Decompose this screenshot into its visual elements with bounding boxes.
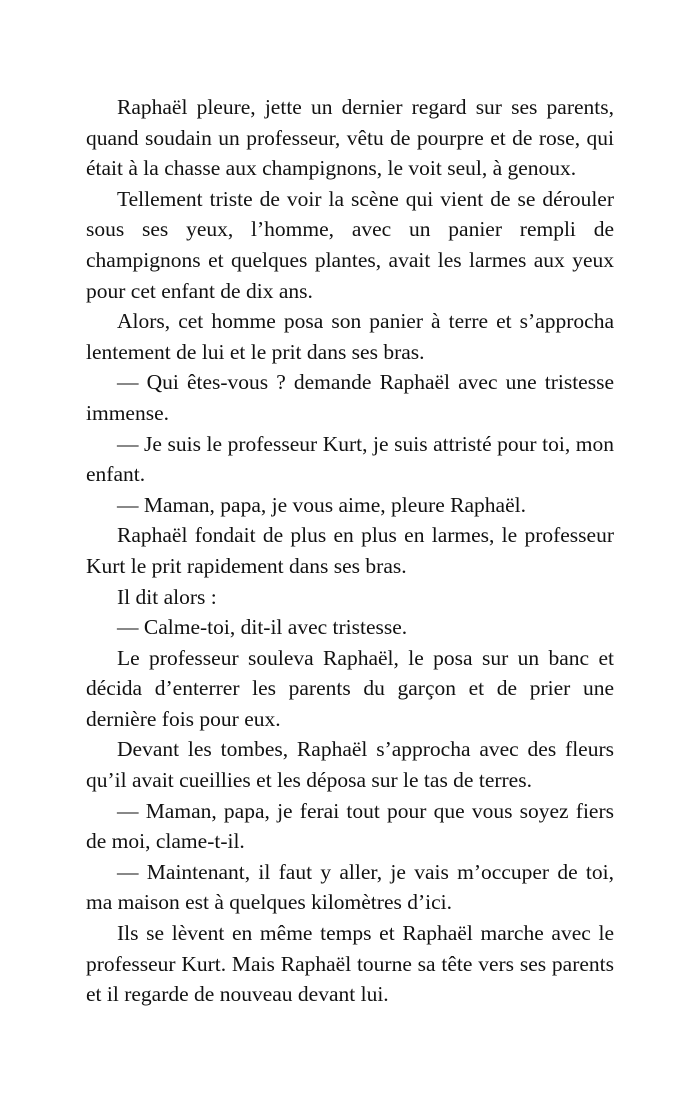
paragraph: Il dit alors : [117,584,217,609]
paragraph: Alors, cet homme posa son panier à terre et s’approcha lentement de lui et le prit dans ses bras. [86,309,614,364]
page-body [86,92,614,1010]
dialogue-line: — Maintenant, il faut y aller, je vais m’occuper de toi, ma maison est à quelques kilomètres d’ici. [86,859,614,915]
paragraph: Tellement triste de voir la scène qui vient de se dérouler sous ses yeux, l’homme, avec un panier rempli de champignons et quelques plantes, avait les larmes aux yeux pour cet enfant de dix ans. [86,186,614,303]
paragraph: Ils se lèvent en même temps et Raphaël marche avec le professeur Kurt. Mais Raphaël tourne sa tête vers ses parents et il regarde de nouveau devant lui. [86,921,614,1007]
dialogue-line: — Je suis le professeur Kurt, je suis attristé pour toi, mon enfant. [86,431,614,487]
paragraph: Devant les tombes, Raphaël s’approcha avec des fleurs qu’il avait cueillies et les déposa sur le tas de terres. [86,737,614,793]
dialogue-line: — Maman, papa, je ferai tout pour que vous soyez fiers de moi, clame-t-il. [86,798,614,854]
paragraph: Raphaël fondait de plus en plus en larmes, le professeur Kurt le prit rapidement dans ses bras. [86,523,614,578]
dialogue-line: — Maman, papa, je vous aime, pleure Raphaël. [117,492,526,517]
paragraph: Raphaël pleure, jette un dernier regard sur ses parents, quand soudain un professeur, vêtu de pourpre et de rose, qui était à la chasse aux champignons, le voit seul, à genoux. [86,95,614,181]
paragraph: Le professeur souleva Raphaël, le posa sur un banc et décida d’enterrer les parents du garçon et de prier une dernière fois pour eux. [86,645,614,731]
dialogue-line: — Calme-toi, dit-il avec tristesse. [117,615,408,640]
dialogue-line: — Qui êtes-vous ? demande Raphaël avec une tristesse immense. [86,370,614,425]
